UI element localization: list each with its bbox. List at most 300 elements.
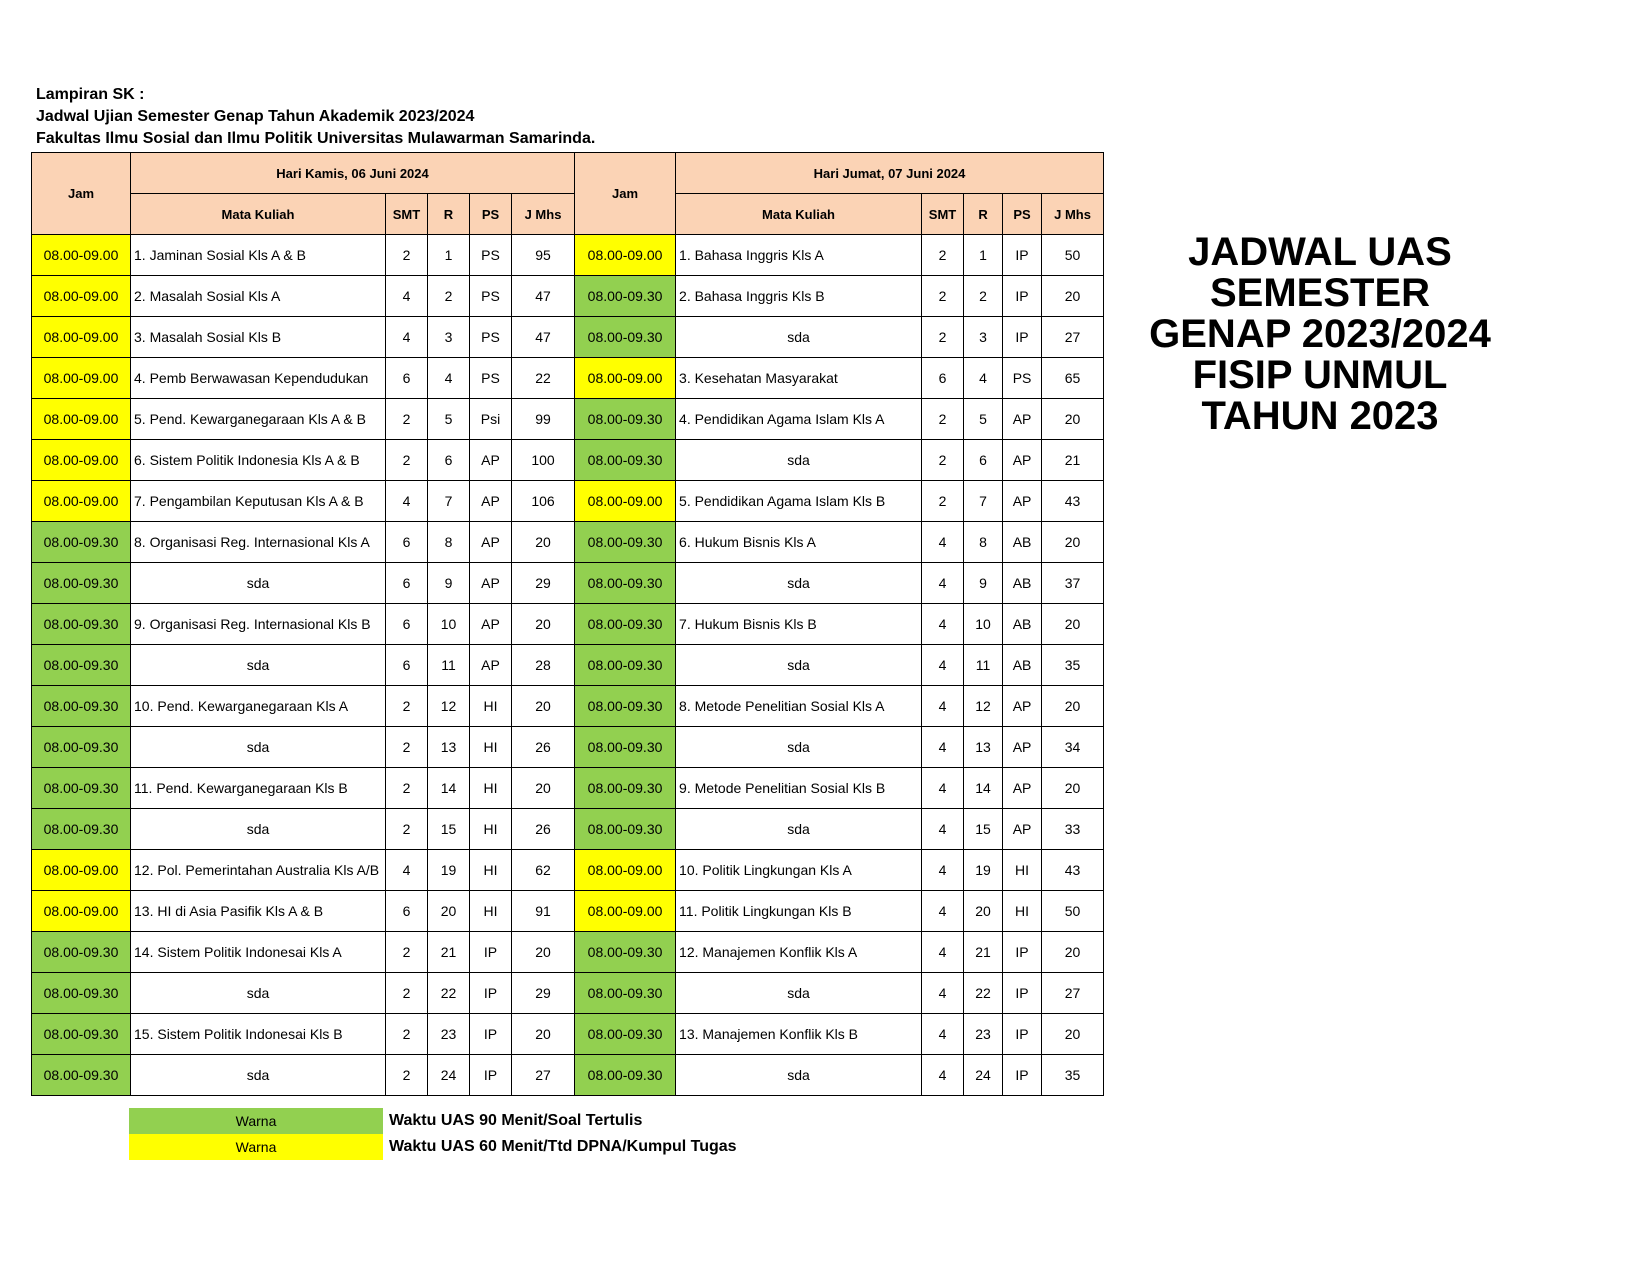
room-day1: 6: [428, 440, 470, 481]
mata-kuliah-day2: 1. Bahasa Inggris Kls A: [676, 235, 922, 276]
ps-day1: AP: [470, 481, 512, 522]
smt-day2: 4: [922, 973, 964, 1014]
jumlah-mhs-day2: 20: [1042, 399, 1104, 440]
table-row: [32, 399, 1104, 440]
mata-kuliah-day1: 12. Pol. Pemerintahan Australia Kls A/B: [131, 850, 386, 891]
smt-day1: 6: [386, 563, 428, 604]
room-day2: 8: [964, 522, 1003, 563]
smt-day1: 4: [386, 317, 428, 358]
room-day1: 9: [428, 563, 470, 604]
jam-cell-day2: 08.00-09.00: [575, 235, 676, 276]
legend-row-green: [129, 1108, 737, 1134]
mata-kuliah-day1: 3. Masalah Sosial Kls B: [131, 317, 386, 358]
ps-day1: IP: [470, 932, 512, 973]
jam-cell-day1: 08.00-09.30: [32, 563, 131, 604]
mata-kuliah-day2: sda: [676, 809, 922, 850]
table-row: [32, 768, 1104, 809]
jam-cell-day1: 08.00-09.00: [32, 440, 131, 481]
mata-kuliah-day1: 5. Pend. Kewarganegaraan Kls A & B: [131, 399, 386, 440]
room-day1: 15: [428, 809, 470, 850]
table-row: [32, 891, 1104, 932]
room-day1: 2: [428, 276, 470, 317]
big-title: [1135, 232, 1505, 437]
table-row: [32, 604, 1104, 645]
room-day1: 10: [428, 604, 470, 645]
jam-cell-day2: 08.00-09.30: [575, 932, 676, 973]
legend-swatch-yellow: Warna: [129, 1134, 383, 1160]
jumlah-mhs-day1: 26: [512, 727, 575, 768]
jumlah-mhs-day1: 27: [512, 1055, 575, 1096]
smt-day2: 2: [922, 399, 964, 440]
ps-day1: PS: [470, 235, 512, 276]
mata-kuliah-day1: 7. Pengambilan Keputusan Kls A & B: [131, 481, 386, 522]
jumlah-mhs-day2: 35: [1042, 645, 1104, 686]
room-day1: 13: [428, 727, 470, 768]
room-day1: 23: [428, 1014, 470, 1055]
jam-cell-day1: 08.00-09.00: [32, 891, 131, 932]
day1-header: Hari Kamis, 06 Juni 2024: [131, 153, 575, 194]
ps-day1: AP: [470, 645, 512, 686]
mata-kuliah-day1: 2. Masalah Sosial Kls A: [131, 276, 386, 317]
smt-day2: 2: [922, 317, 964, 358]
mata-kuliah-day1: 11. Pend. Kewarganegaraan Kls B: [131, 768, 386, 809]
table-row: [32, 276, 1104, 317]
room-day2: 20: [964, 891, 1003, 932]
ps-day2: AB: [1003, 604, 1042, 645]
smt-day1: 4: [386, 850, 428, 891]
ps-day2: AP: [1003, 768, 1042, 809]
table-row: [32, 850, 1104, 891]
heading-line-3: Fakultas Ilmu Sosial dan Ilmu Politik Universitas Mulawarman Samarinda.: [36, 130, 596, 147]
smt-day2: 4: [922, 850, 964, 891]
smt-day1: 4: [386, 276, 428, 317]
jumlah-mhs-day2: 34: [1042, 727, 1104, 768]
col-smt-2: SMT: [922, 194, 964, 235]
jumlah-mhs-day2: 20: [1042, 686, 1104, 727]
smt-day1: 2: [386, 1055, 428, 1096]
mata-kuliah-day1: sda: [131, 973, 386, 1014]
room-day2: 12: [964, 686, 1003, 727]
table-row: [32, 1055, 1104, 1096]
smt-day2: 4: [922, 645, 964, 686]
jam-cell-day2: 08.00-09.30: [575, 563, 676, 604]
ps-day2: HI: [1003, 850, 1042, 891]
ps-day2: AB: [1003, 522, 1042, 563]
jam-cell-day1: 08.00-09.30: [32, 686, 131, 727]
jumlah-mhs-day1: 22: [512, 358, 575, 399]
ps-day2: AP: [1003, 686, 1042, 727]
ps-day2: AP: [1003, 440, 1042, 481]
jam-cell-day1: 08.00-09.30: [32, 645, 131, 686]
mata-kuliah-day2: sda: [676, 1055, 922, 1096]
jam-cell-day1: 08.00-09.00: [32, 276, 131, 317]
table-row: [32, 563, 1104, 604]
ps-day2: IP: [1003, 317, 1042, 358]
smt-day1: 2: [386, 235, 428, 276]
jumlah-mhs-day1: 20: [512, 768, 575, 809]
smt-day1: 6: [386, 891, 428, 932]
jumlah-mhs-day1: 28: [512, 645, 575, 686]
mata-kuliah-day2: sda: [676, 727, 922, 768]
jumlah-mhs-day1: 20: [512, 686, 575, 727]
room-day1: 24: [428, 1055, 470, 1096]
jumlah-mhs-day2: 20: [1042, 522, 1104, 563]
ps-day1: PS: [470, 276, 512, 317]
table-row: [32, 727, 1104, 768]
room-day2: 13: [964, 727, 1003, 768]
jam-cell-day2: 08.00-09.00: [575, 891, 676, 932]
mata-kuliah-day2: 10. Politik Lingkungan Kls A: [676, 850, 922, 891]
jam-cell-day2: 08.00-09.30: [575, 768, 676, 809]
room-day1: 11: [428, 645, 470, 686]
mata-kuliah-day1: 4. Pemb Berwawasan Kependudukan: [131, 358, 386, 399]
jumlah-mhs-day2: 27: [1042, 973, 1104, 1014]
jam-cell-day1: 08.00-09.30: [32, 1055, 131, 1096]
big-title-line-4: FISIP UNMUL: [1192, 353, 1448, 397]
smt-day2: 4: [922, 727, 964, 768]
smt-day1: 2: [386, 686, 428, 727]
jumlah-mhs-day1: 91: [512, 891, 575, 932]
ps-day1: AP: [470, 522, 512, 563]
table-row: [32, 481, 1104, 522]
jam-header-day1: Jam: [32, 153, 131, 235]
smt-day2: 2: [922, 235, 964, 276]
col-mata-kuliah-2: Mata Kuliah: [676, 194, 922, 235]
table-row: [32, 235, 1104, 276]
table-row: [32, 645, 1104, 686]
jumlah-mhs-day2: 33: [1042, 809, 1104, 850]
smt-day1: 2: [386, 932, 428, 973]
mata-kuliah-day2: sda: [676, 645, 922, 686]
jam-cell-day1: 08.00-09.30: [32, 973, 131, 1014]
table-row: [32, 932, 1104, 973]
ps-day2: IP: [1003, 973, 1042, 1014]
smt-day2: 4: [922, 563, 964, 604]
jam-cell-day2: 08.00-09.00: [575, 358, 676, 399]
mata-kuliah-day1: 9. Organisasi Reg. Internasional Kls B: [131, 604, 386, 645]
legend-row-yellow: [129, 1134, 737, 1160]
jam-cell-day1: 08.00-09.30: [32, 1014, 131, 1055]
mata-kuliah-day2: sda: [676, 440, 922, 481]
jumlah-mhs-day2: 20: [1042, 932, 1104, 973]
room-day1: 7: [428, 481, 470, 522]
jumlah-mhs-day2: 20: [1042, 1014, 1104, 1055]
mata-kuliah-day1: 8. Organisasi Reg. Internasional Kls A: [131, 522, 386, 563]
smt-day1: 6: [386, 645, 428, 686]
jumlah-mhs-day1: 29: [512, 973, 575, 1014]
smt-day2: 4: [922, 522, 964, 563]
table-row: [32, 522, 1104, 563]
jumlah-mhs-day2: 43: [1042, 481, 1104, 522]
room-day2: 23: [964, 1014, 1003, 1055]
mata-kuliah-day1: sda: [131, 1055, 386, 1096]
ps-day1: HI: [470, 809, 512, 850]
legend-text-green: Waktu UAS 90 Menit/Soal Tertulis: [389, 1112, 643, 1129]
ps-day2: IP: [1003, 235, 1042, 276]
room-day1: 4: [428, 358, 470, 399]
jam-cell-day1: 08.00-09.30: [32, 727, 131, 768]
jam-cell-day2: 08.00-09.30: [575, 1014, 676, 1055]
mata-kuliah-day2: 11. Politik Lingkungan Kls B: [676, 891, 922, 932]
jumlah-mhs-day1: 106: [512, 481, 575, 522]
smt-day1: 4: [386, 481, 428, 522]
smt-day2: 4: [922, 604, 964, 645]
jam-cell-day2: 08.00-09.30: [575, 1055, 676, 1096]
smt-day1: 6: [386, 604, 428, 645]
table-row: [32, 358, 1104, 399]
mata-kuliah-day2: 3. Kesehatan Masyarakat: [676, 358, 922, 399]
room-day1: 19: [428, 850, 470, 891]
room-day2: 2: [964, 276, 1003, 317]
mata-kuliah-day1: 6. Sistem Politik Indonesia Kls A & B: [131, 440, 386, 481]
smt-day2: 4: [922, 768, 964, 809]
jam-cell-day1: 08.00-09.00: [32, 850, 131, 891]
jumlah-mhs-day2: 20: [1042, 768, 1104, 809]
mata-kuliah-day2: 5. Pendidikan Agama Islam Kls B: [676, 481, 922, 522]
col-jmhs-1: J Mhs: [512, 194, 575, 235]
mata-kuliah-day2: sda: [676, 317, 922, 358]
room-day1: 3: [428, 317, 470, 358]
ps-day1: HI: [470, 891, 512, 932]
smt-day2: 2: [922, 481, 964, 522]
mata-kuliah-day1: sda: [131, 809, 386, 850]
big-title-line-2: SEMESTER: [1209, 271, 1431, 315]
mata-kuliah-day2: 6. Hukum Bisnis Kls A: [676, 522, 922, 563]
mata-kuliah-day2: 12. Manajemen Konflik Kls A: [676, 932, 922, 973]
jumlah-mhs-day1: 47: [512, 317, 575, 358]
room-day2: 5: [964, 399, 1003, 440]
room-day1: 21: [428, 932, 470, 973]
smt-day2: 6: [922, 358, 964, 399]
jam-cell-day2: 08.00-09.30: [575, 440, 676, 481]
smt-day1: 2: [386, 440, 428, 481]
smt-day2: 4: [922, 932, 964, 973]
smt-day2: 4: [922, 1014, 964, 1055]
col-ps-1: PS: [470, 194, 512, 235]
ps-day2: AP: [1003, 481, 1042, 522]
jumlah-mhs-day2: 65: [1042, 358, 1104, 399]
jumlah-mhs-day1: 29: [512, 563, 575, 604]
ps-day1: PS: [470, 317, 512, 358]
room-day2: 22: [964, 973, 1003, 1014]
jam-cell-day2: 08.00-09.30: [575, 604, 676, 645]
jam-header-day2: Jam: [575, 153, 676, 235]
mata-kuliah-day2: 2. Bahasa Inggris Kls B: [676, 276, 922, 317]
day2-header: Hari Jumat, 07 Juni 2024: [676, 153, 1104, 194]
jumlah-mhs-day2: 20: [1042, 604, 1104, 645]
ps-day1: AP: [470, 440, 512, 481]
jumlah-mhs-day1: 20: [512, 932, 575, 973]
mata-kuliah-day1: 10. Pend. Kewarganegaraan Kls A: [131, 686, 386, 727]
heading-line-2: Jadwal Ujian Semester Genap Tahun Akademik 2023/2024: [36, 108, 475, 125]
jumlah-mhs-day1: 20: [512, 604, 575, 645]
table-row: [32, 440, 1104, 481]
room-day1: 20: [428, 891, 470, 932]
ps-day1: HI: [470, 768, 512, 809]
big-title-line-3: GENAP 2023/2024: [1149, 312, 1491, 356]
ps-day2: AB: [1003, 563, 1042, 604]
mata-kuliah-day2: 8. Metode Penelitian Sosial Kls A: [676, 686, 922, 727]
room-day2: 6: [964, 440, 1003, 481]
ps-day2: IP: [1003, 1014, 1042, 1055]
jumlah-mhs-day2: 20: [1042, 276, 1104, 317]
jam-cell-day1: 08.00-09.30: [32, 604, 131, 645]
jam-cell-day2: 08.00-09.30: [575, 809, 676, 850]
jumlah-mhs-day2: 35: [1042, 1055, 1104, 1096]
room-day2: 11: [964, 645, 1003, 686]
jam-cell-day1: 08.00-09.30: [32, 522, 131, 563]
jam-cell-day1: 08.00-09.30: [32, 809, 131, 850]
jumlah-mhs-day1: 47: [512, 276, 575, 317]
smt-day1: 6: [386, 358, 428, 399]
col-mata-kuliah-1: Mata Kuliah: [131, 194, 386, 235]
jam-cell-day2: 08.00-09.30: [575, 645, 676, 686]
jam-cell-day2: 08.00-09.00: [575, 850, 676, 891]
jam-cell-day1: 08.00-09.00: [32, 358, 131, 399]
ps-day1: HI: [470, 686, 512, 727]
room-day1: 1: [428, 235, 470, 276]
ps-day2: HI: [1003, 891, 1042, 932]
smt-day2: 4: [922, 686, 964, 727]
smt-day1: 2: [386, 1014, 428, 1055]
ps-day2: IP: [1003, 1055, 1042, 1096]
jumlah-mhs-day1: 95: [512, 235, 575, 276]
jam-cell-day2: 08.00-09.30: [575, 727, 676, 768]
room-day2: 21: [964, 932, 1003, 973]
heading-line-1: Lampiran SK :: [36, 86, 145, 103]
jumlah-mhs-day2: 50: [1042, 891, 1104, 932]
smt-day2: 2: [922, 276, 964, 317]
smt-day2: 4: [922, 809, 964, 850]
col-smt-1: SMT: [386, 194, 428, 235]
table-row: [32, 809, 1104, 850]
jam-cell-day1: 08.00-09.00: [32, 399, 131, 440]
jumlah-mhs-day1: 20: [512, 522, 575, 563]
room-day2: 7: [964, 481, 1003, 522]
mata-kuliah-day2: sda: [676, 973, 922, 1014]
jumlah-mhs-day1: 99: [512, 399, 575, 440]
room-day2: 14: [964, 768, 1003, 809]
jumlah-mhs-day2: 21: [1042, 440, 1104, 481]
ps-day1: Psi: [470, 399, 512, 440]
room-day2: 3: [964, 317, 1003, 358]
room-day2: 1: [964, 235, 1003, 276]
mata-kuliah-day1: 15. Sistem Politik Indonesai Kls B: [131, 1014, 386, 1055]
table-row: [32, 686, 1104, 727]
exam-schedule-table: [31, 152, 1104, 1096]
ps-day2: AP: [1003, 809, 1042, 850]
mata-kuliah-day2: 4. Pendidikan Agama Islam Kls A: [676, 399, 922, 440]
color-legend: [129, 1108, 737, 1160]
mata-kuliah-day2: 7. Hukum Bisnis Kls B: [676, 604, 922, 645]
smt-day1: 2: [386, 399, 428, 440]
jam-cell-day2: 08.00-09.30: [575, 317, 676, 358]
jam-cell-day2: 08.00-09.30: [575, 399, 676, 440]
ps-day1: IP: [470, 1014, 512, 1055]
smt-day2: 2: [922, 440, 964, 481]
legend-swatch-green: Warna: [129, 1108, 383, 1134]
big-title-line-5: TAHUN 2023: [1201, 394, 1439, 438]
jam-cell-day1: 08.00-09.00: [32, 235, 131, 276]
room-day1: 14: [428, 768, 470, 809]
ps-day2: AP: [1003, 399, 1042, 440]
ps-day2: IP: [1003, 276, 1042, 317]
jumlah-mhs-day1: 20: [512, 1014, 575, 1055]
jam-cell-day2: 08.00-09.30: [575, 522, 676, 563]
mata-kuliah-day1: sda: [131, 563, 386, 604]
mata-kuliah-day1: sda: [131, 645, 386, 686]
table-row: [32, 1014, 1104, 1055]
jumlah-mhs-day1: 100: [512, 440, 575, 481]
room-day1: 5: [428, 399, 470, 440]
ps-day1: IP: [470, 973, 512, 1014]
jumlah-mhs-day2: 50: [1042, 235, 1104, 276]
room-day2: 9: [964, 563, 1003, 604]
jam-cell-day1: 08.00-09.30: [32, 768, 131, 809]
jam-cell-day2: 08.00-09.30: [575, 973, 676, 1014]
smt-day1: 2: [386, 809, 428, 850]
ps-day2: AB: [1003, 645, 1042, 686]
jam-cell-day1: 08.00-09.30: [32, 932, 131, 973]
smt-day2: 4: [922, 1055, 964, 1096]
room-day1: 8: [428, 522, 470, 563]
ps-day2: IP: [1003, 932, 1042, 973]
jumlah-mhs-day2: 27: [1042, 317, 1104, 358]
col-ps-2: PS: [1003, 194, 1042, 235]
ps-day1: AP: [470, 563, 512, 604]
smt-day1: 2: [386, 727, 428, 768]
jam-cell-day2: 08.00-09.30: [575, 686, 676, 727]
room-day2: 4: [964, 358, 1003, 399]
ps-day1: HI: [470, 850, 512, 891]
big-title-line-1: JADWAL UAS: [1188, 230, 1452, 274]
jam-cell-day1: 08.00-09.00: [32, 317, 131, 358]
ps-day1: AP: [470, 604, 512, 645]
col-jmhs-2: J Mhs: [1042, 194, 1104, 235]
room-day1: 12: [428, 686, 470, 727]
col-r-2: R: [964, 194, 1003, 235]
mata-kuliah-day1: 13. HI di Asia Pasifik Kls A & B: [131, 891, 386, 932]
jumlah-mhs-day1: 26: [512, 809, 575, 850]
ps-day1: HI: [470, 727, 512, 768]
document-heading: [36, 84, 595, 150]
ps-day2: PS: [1003, 358, 1042, 399]
smt-day1: 2: [386, 973, 428, 1014]
schedule-body: [32, 235, 1104, 1096]
mata-kuliah-day2: 9. Metode Penelitian Sosial Kls B: [676, 768, 922, 809]
smt-day1: 6: [386, 522, 428, 563]
col-r-1: R: [428, 194, 470, 235]
room-day2: 10: [964, 604, 1003, 645]
room-day2: 19: [964, 850, 1003, 891]
mata-kuliah-day1: sda: [131, 727, 386, 768]
jumlah-mhs-day2: 43: [1042, 850, 1104, 891]
jam-cell-day2: 08.00-09.30: [575, 276, 676, 317]
room-day2: 24: [964, 1055, 1003, 1096]
mata-kuliah-day2: sda: [676, 563, 922, 604]
jumlah-mhs-day2: 37: [1042, 563, 1104, 604]
table-row: [32, 973, 1104, 1014]
room-day2: 15: [964, 809, 1003, 850]
table-row: [32, 317, 1104, 358]
jam-cell-day1: 08.00-09.00: [32, 481, 131, 522]
legend-text-yellow: Waktu UAS 60 Menit/Ttd DPNA/Kumpul Tugas: [389, 1138, 737, 1155]
ps-day2: AP: [1003, 727, 1042, 768]
ps-day1: IP: [470, 1055, 512, 1096]
mata-kuliah-day2: 13. Manajemen Konflik Kls B: [676, 1014, 922, 1055]
smt-day1: 2: [386, 768, 428, 809]
jam-cell-day2: 08.00-09.00: [575, 481, 676, 522]
